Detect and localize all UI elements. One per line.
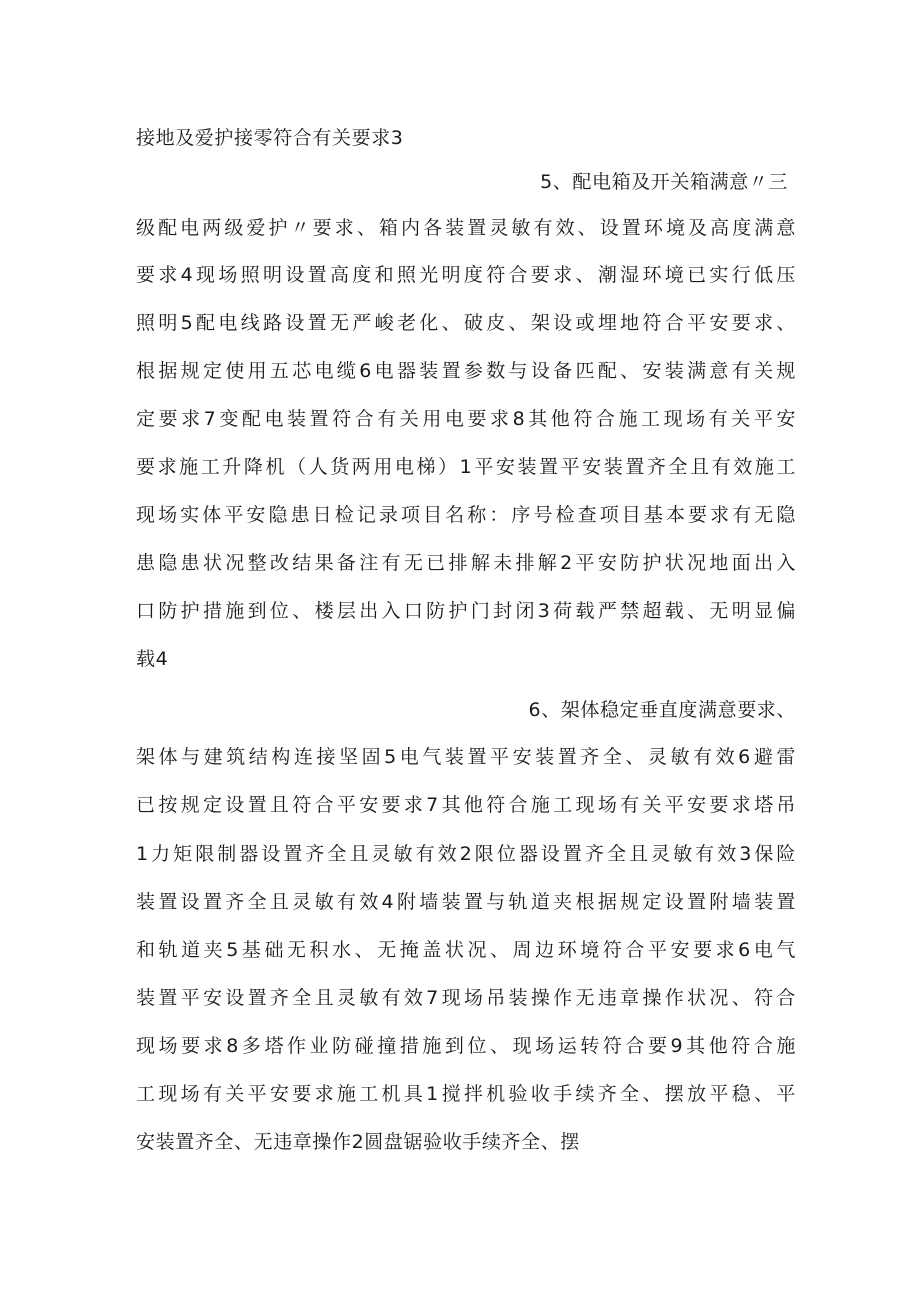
text-line: 现场实体平安隐患日检记录项目名称：序号检查项目基本要求有无隐 — [136, 504, 796, 526]
text-line: 根据规定使用五芯电缆6电器装置参数与设备匹配、安装满意有关规 — [136, 360, 796, 382]
text-line: 安装置齐全、无违章操作2圆盘锯验收手续齐全、摆 — [136, 1131, 580, 1153]
text-line: 架体与建筑结构连接坚固5电气装置平安装置齐全、灵敏有效6避雷 — [136, 746, 796, 768]
text-line: 患隐患状况整改结果备注有无已排解未排解2平安防护状况地面出入 — [136, 552, 796, 574]
text-line: 定要求7变配电装置符合有关用电要求8其他符合施工现场有关平安 — [136, 408, 796, 430]
text-line: 装置设置齐全且灵敏有效4附墙装置与轨道夹根据规定设置附墙装置 — [136, 891, 796, 913]
text-line: 级配电两级爱护〃要求、箱内各装置灵敏有效、设置环境及高度满意 — [136, 217, 796, 239]
text-line: 接地及爱护接零符合有关要求3 — [136, 127, 404, 149]
text-line: 照明5配电线路设置无严峻老化、破皮、架设或埋地符合平安要求、 — [136, 312, 796, 334]
text-line: 现场要求8多塔作业防碰撞措施到位、现场运转符合要9其他符合施 — [136, 1035, 796, 1057]
text-line: 和轨道夹5基础无积水、无掩盖状况、周边环境符合平安要求6电气 — [136, 939, 796, 961]
text-line: 工现场有关平安要求施工机具1搅拌机验收手续齐全、摆放平稳、平 — [136, 1083, 796, 1105]
section-heading-line: 6、架体稳定垂直度满意要求、 — [528, 699, 796, 721]
text-line: 装置平安设置齐全且灵敏有效7现场吊装操作无违章操作状况、符合 — [136, 987, 796, 1009]
text-line: 载4 — [136, 648, 169, 670]
text-line: 要求施工升降机（人货两用电梯）1平安装置平安装置齐全且有效施工 — [136, 456, 796, 478]
text-line: 要求4现场照明设置高度和照光明度符合要求、潮湿环境已实行低压 — [136, 264, 796, 286]
section-heading-line: 5、配电箱及开关箱满意〃三 — [540, 171, 788, 193]
text-line: 口防护措施到位、楼层出入口防护门封闭3荷载严禁超载、无明显偏 — [136, 600, 796, 622]
text-line: 已按规定设置且符合平安要求7其他符合施工现场有关平安要求塔吊 — [136, 794, 796, 816]
text-line: 1力矩限制器设置齐全且灵敏有效2限位器设置齐全且灵敏有效3保险 — [136, 843, 796, 865]
